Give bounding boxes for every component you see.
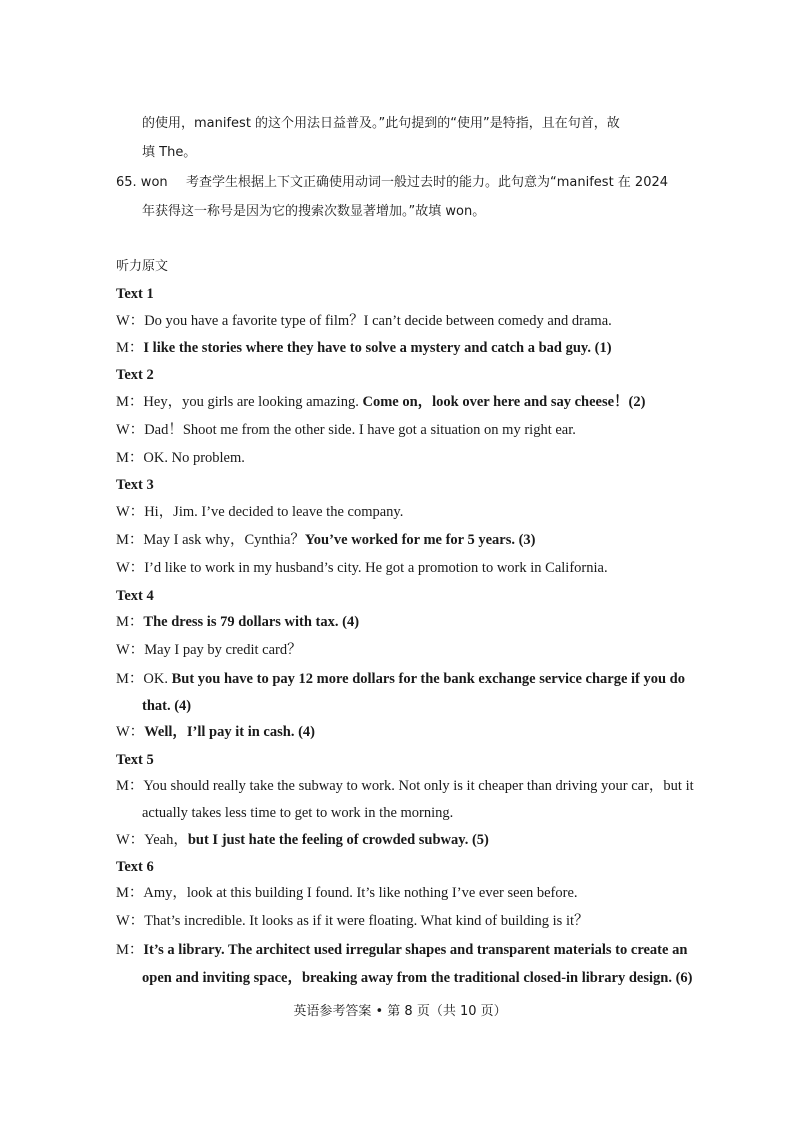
dialog-answer-text: I like the stories where they have to solve a mystery and catch a bad guy. (1) — [143, 340, 612, 356]
dialog-text: Do you have a favorite type of film？I can’t decide between comedy and drama. — [144, 313, 612, 329]
speaker: W： — [116, 913, 145, 929]
dialog-answer-text: It’s a library. The architect used irregular shapes and transparent materials to create an — [143, 942, 688, 958]
dialog-answer-text: Come on，look over here and say cheese！(2) — [362, 394, 646, 410]
dialog-line — [116, 911, 589, 931]
dialog-text: May I pay by credit card？ — [144, 642, 302, 658]
speaker: W： — [116, 724, 145, 740]
answer-continuation-line-1: 的使用，manifest 的这个用法日益普及。”此句提到的“使用”是特指，且在句首，故 — [142, 116, 620, 131]
answer-65 — [116, 173, 668, 193]
dialog-line-continuation — [142, 696, 191, 716]
text-5-title: Text 5 — [116, 752, 154, 768]
dialog-line — [116, 640, 302, 660]
dialog-text: Amy，look at this building I found. It’s like nothing I’ve ever seen before. — [143, 885, 578, 901]
speaker: M： — [116, 614, 144, 630]
dialog-line — [116, 883, 578, 903]
dialog-line — [116, 311, 612, 331]
dialog-line — [116, 530, 536, 550]
dialog-answer-text: The dress is 79 dollars with tax. (4) — [143, 614, 360, 630]
speaker: W： — [116, 560, 145, 576]
dialog-line — [116, 502, 403, 522]
speaker: W： — [116, 642, 145, 658]
text-4-title: Text 4 — [116, 588, 154, 604]
speaker: W： — [116, 504, 145, 520]
speaker: M： — [116, 450, 144, 466]
dialog-line — [116, 338, 612, 358]
dialog-text: Yeah， — [144, 832, 188, 848]
speaker: M： — [116, 340, 144, 356]
dialog-line — [116, 669, 685, 689]
dialog-answer-text: open and inviting space，breaking away from the traditional closed-in library design. (6) — [142, 970, 693, 986]
speaker: W： — [116, 313, 145, 329]
speaker: M： — [116, 778, 144, 794]
dialog-text: actually takes less time to get to work in the morning. — [142, 805, 454, 821]
text-1-title: Text 1 — [116, 286, 154, 302]
dialog-text: May I ask why，Cynthia？ — [143, 532, 305, 548]
section-title: 听力原文 — [116, 259, 169, 274]
speaker: M： — [116, 532, 144, 548]
dialog-text: OK. No problem. — [143, 450, 245, 466]
dialog-text: OK. — [143, 671, 172, 687]
dialog-line — [116, 558, 608, 578]
dialog-line — [116, 448, 245, 468]
answer-continuation-line-2: 填 The。 — [142, 145, 197, 160]
answer-65-line-2: 年获得这一称号是因为它的搜索次数显著增加。”故填 won。 — [142, 204, 486, 219]
dialog-line — [116, 392, 645, 412]
text-2-title: Text 2 — [116, 367, 154, 383]
dialog-answer-text: that. (4) — [142, 698, 192, 714]
speaker: M： — [116, 394, 144, 410]
text-6-title: Text 6 — [116, 859, 154, 875]
speaker: W： — [116, 832, 145, 848]
page-footer: 英语参考答案 • 第 8 页（共 10 页） — [293, 1004, 507, 1019]
dialog-answer-text: Well，I’ll pay it in cash. (4) — [144, 724, 315, 740]
dialog-answer-text: You’ve worked for me for 5 years. (3) — [304, 532, 536, 548]
dialog-text: Hi，Jim. I’ve decided to leave the company. — [144, 504, 404, 520]
dialog-line — [116, 940, 687, 960]
speaker: W： — [116, 422, 145, 438]
dialog-line-continuation — [142, 803, 453, 823]
dialog-text: That’s incredible. It looks as if it were floating. What kind of building is it？ — [144, 913, 589, 929]
text-3-title: Text 3 — [116, 477, 154, 493]
dialog-text: Dad！Shoot me from the other side. I have got a situation on my right ear. — [144, 422, 576, 438]
dialog-answer-text: But you have to pay 12 more dollars for the bank exchange service charge if you do — [171, 671, 685, 687]
answer-65-line-1: 考查学生根据上下文正确使用动词一般过去时的能力。此句意为“manifest 在 2024 — [186, 175, 669, 190]
dialog-line — [116, 722, 315, 742]
speaker: M： — [116, 942, 144, 958]
answer-65-number: 65. won — [116, 175, 168, 190]
dialog-line — [116, 612, 359, 632]
dialog-line-continuation — [142, 968, 693, 988]
dialog-line — [116, 776, 694, 796]
dialog-text: Hey，you girls are looking amazing. — [143, 394, 363, 410]
speaker: M： — [116, 885, 144, 901]
dialog-line — [116, 830, 489, 850]
dialog-line — [116, 420, 576, 440]
speaker: M： — [116, 671, 144, 687]
dialog-text: I’d like to work in my husband’s city. He got a promotion to work in California. — [144, 560, 608, 576]
dialog-text: You should really take the subway to work. Not only is it cheaper than driving your car，but it — [143, 778, 694, 794]
dialog-answer-text: but I just hate the feeling of crowded subway. (5) — [187, 832, 489, 848]
